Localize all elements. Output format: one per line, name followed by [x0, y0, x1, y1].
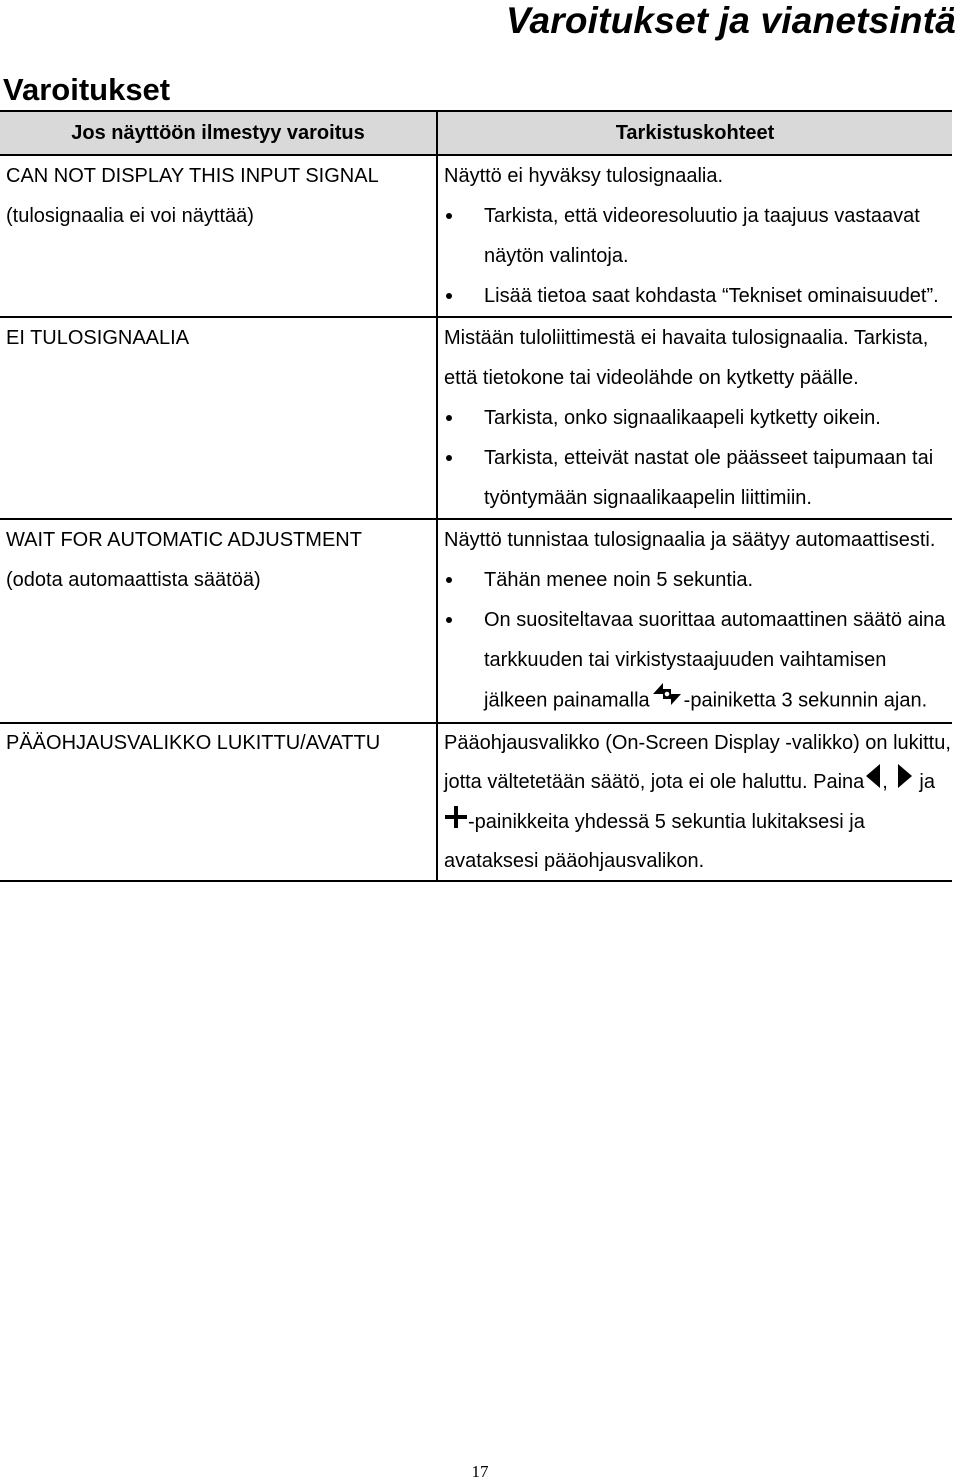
- checks-cell: [437, 519, 952, 723]
- warning-text: CAN NOT DISPLAY THIS INPUT SIGNAL: [6, 165, 379, 187]
- check-item: Lisää tietoa saat kohdasta “Tekniset ominaisuudet”.: [444, 276, 952, 316]
- triangle-left-icon: [864, 762, 882, 803]
- check-list: [444, 398, 952, 518]
- check-item: Tarkista, etteivät nastat ole päässeet taipumaan tai työntymään signaalikaapelin liittimiin.: [444, 438, 952, 518]
- column-header-warning: Jos näyttöön ilmestyy varoitus: [0, 111, 437, 155]
- column-header-checks: Tarkistuskohteet: [437, 111, 952, 155]
- table-row: [0, 155, 952, 317]
- warning-text: WAIT FOR AUTOMATIC ADJUSTMENT: [6, 529, 362, 551]
- checks-cell: [437, 155, 952, 317]
- separator-comma: ,: [882, 770, 888, 793]
- warning-cell: [0, 723, 437, 881]
- section-title: Varoitukset: [3, 72, 171, 107]
- table-row: [0, 317, 952, 519]
- checks-cell: [437, 723, 952, 881]
- check-intro: Pääohjausvalikko (On-Screen Display -valikko) on lukittu, jotta vältetetään säätö, jota ei ole haluttu. Paina: [444, 732, 951, 793]
- checks-cell: [437, 317, 952, 519]
- table-header-row: [0, 111, 952, 155]
- warning-text: EI TULOSIGNAALIA: [6, 327, 190, 349]
- warnings-table: [0, 110, 952, 882]
- check-item-text-end: -painiketta 3 sekunnin ajan.: [683, 689, 928, 712]
- check-intro: Mistään tuloliittimestä ei havaita tulosignaalia. Tarkista, että tietokone tai videolähde on kytketty päälle.: [444, 327, 929, 389]
- check-item: Tähän menee noin 5 sekuntia.: [444, 560, 952, 600]
- warning-cell: [0, 155, 437, 317]
- warning-cell: [0, 317, 437, 519]
- auto-adjust-icon: [650, 680, 684, 722]
- check-item: [444, 600, 952, 722]
- page-number: 17: [471, 1462, 489, 1481]
- check-list: [444, 560, 952, 722]
- warning-translation: (tulosignaalia ei voi näyttää): [6, 205, 254, 227]
- table-row: [0, 519, 952, 723]
- page-header: Varoitukset ja vianetsintä: [505, 0, 956, 41]
- triangle-right-icon: [896, 762, 914, 803]
- check-item-text: On suositeltavaa suorittaa automaattinen säätö aina tarkkuuden tai virkistystaajuuden vaihtamisen jälkeen painamalla: [484, 609, 946, 712]
- check-item: Tarkista, että videoresoluutio ja taajuus vastaavat näytön valintoja.: [444, 196, 952, 276]
- separator-and: ja: [919, 770, 935, 793]
- warning-text: PÄÄOHJAUSVALIKKO LUKITTU/AVATTU: [6, 732, 381, 754]
- warning-cell: [0, 519, 437, 723]
- check-intro: Näyttö ei hyväksy tulosignaalia.: [444, 165, 724, 187]
- warning-translation: (odota automaattista säätöä): [6, 569, 261, 591]
- check-text-end: -painikkeita yhdessä 5 sekuntia lukitaksesi ja avataksesi pääohjausvalikon.: [444, 811, 865, 872]
- check-list: [444, 196, 952, 316]
- table-row: [0, 723, 952, 881]
- check-item: Tarkista, onko signaalikaapeli kytketty oikein.: [444, 398, 952, 438]
- plus-icon: [444, 804, 468, 842]
- check-intro: Näyttö tunnistaa tulosignaalia ja säätyy automaattisesti.: [444, 529, 936, 551]
